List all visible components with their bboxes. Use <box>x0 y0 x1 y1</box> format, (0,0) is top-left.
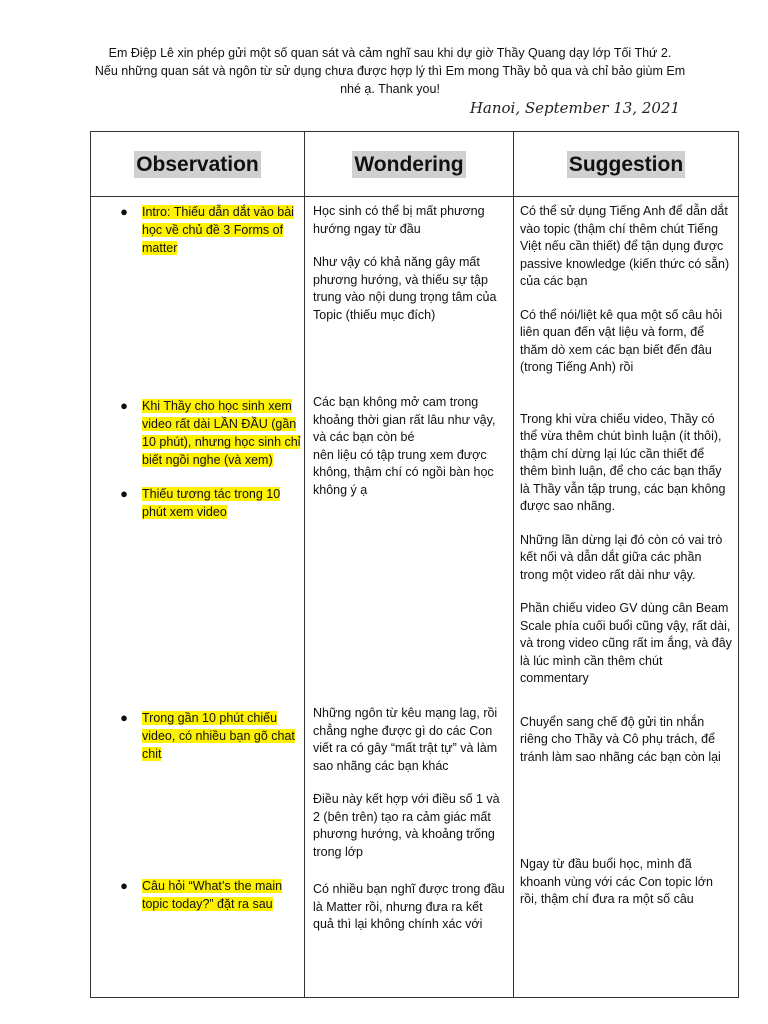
wondering-text-5: Những ngôn từ kêu mạng lag, rồi chẳng nghe được gì do các Con viết ra có gây “mất trật tự” và làm sao nhãng các bạn khác <box>313 706 498 773</box>
suggestion-text-2: Có thể nói/liệt kê qua một số câu hỏi liên quan đến vật liệu và form, để thăm dò xem các bạn biết đến đâu (trong Tiếng Anh) rồi <box>520 307 723 374</box>
suggestion-text-3: Trong khi vừa chiếu video, Thầy có thể vừa thêm chút bình luận (ít thôi), thậm chí dừng lại lúc cần thiết để thêm bình luận, để cho các bạn thấy là Thầy vẫn tập trung, các bạn không được sao nhãng. <box>520 411 726 513</box>
suggestion-text-7: Ngay từ đầu buổi học, mình đã khoanh vùng với các Con topic lớn rồi, thậm chí đưa ra một số câu <box>520 857 713 906</box>
bullet-icon: ● <box>120 878 128 893</box>
wondering-cell <box>305 197 514 998</box>
header-wondering-label: Wondering <box>354 152 464 176</box>
wondering-text-2: Như vậy có khả năng gây mất phương hướng, và thiếu sự tập trung vào nội dung trọng tâm của Topic (thiếu mục đích) <box>313 255 497 322</box>
bullet-icon: ● <box>120 710 128 725</box>
header-suggestion-label: Suggestion <box>568 152 684 176</box>
observation-text-4: Trong gần 10 phút chiếu video, có nhiều bạn gõ chat chit <box>142 711 295 761</box>
intro-text <box>60 44 720 98</box>
bullet-icon: ● <box>120 204 128 219</box>
observation-cell <box>91 197 305 998</box>
bullet-icon: ● <box>120 398 128 413</box>
intro-line-3: nhé ạ. Thank you! <box>340 82 440 96</box>
observation-list <box>91 203 304 913</box>
observation-text-3: Thiếu tương tác trong 10 phút xem video <box>142 487 281 519</box>
header-wondering <box>305 132 514 197</box>
observation-text-1: Intro: Thiếu dẫn dắt vào bài học về chủ đề 3 Forms of matter <box>142 205 294 255</box>
suggestion-text-1: Có thể sử dụng Tiếng Anh để dẫn dắt vào topic (thậm chí thêm chút Tiếng Việt nếu cần thiết) để tận dụng được passive knowledge (kiến thức có sẵn) của các bạn <box>520 204 730 288</box>
table-row <box>91 197 739 998</box>
header-observation <box>91 132 305 197</box>
wondering-text-4: nên liệu có tập trung xem được không, thậm chí có ngồi bàn học không ý ạ <box>313 447 494 497</box>
intro-line-1: Em Điệp Lê xin phép gửi một số quan sát và cảm nghĩ sau khi dự giờ Thầy Quang dạy lớp Tối Thứ 2. <box>108 46 672 60</box>
wondering-text-1: Học sinh có thể bị mất phương hướng ngay từ đầu <box>313 204 485 236</box>
suggestion-text-4: Những lần dừng lại đó còn có vai trò kết nối và dẫn dắt giữa các phần trong một video rất dài như vậy. <box>520 532 723 582</box>
observation-text-2: Khi Thầy cho học sinh xem video rất dài LẦN ĐẦU (gần 10 phút), nhưng học sinh chỉ biết ngồi nghe (và xem) <box>142 399 301 467</box>
date-signature: Hanoi, September 13, 2021 <box>469 99 680 117</box>
table-header-row <box>91 132 739 197</box>
wondering-text-3: Các bạn không mở cam trong khoảng thời gian rất lâu như vậy, và các bạn còn bé <box>313 395 496 444</box>
observation-item-1 <box>91 203 304 257</box>
observation-text-5: Câu hỏi “What’s the main topic today?” đặt ra sau <box>142 879 283 911</box>
suggestion-cell <box>514 197 739 998</box>
wondering-text-6: Điều này kết hợp với điều số 1 và 2 (bên trên) tạo ra cảm giác mất phương hướng, và khoảng trống trong lớp <box>313 792 500 859</box>
wondering-text-7: Có nhiều bạn nghĩ được trong đầu là Matter rồi, nhưng đưa ra kết quả thì lại không chính xác với <box>313 882 505 931</box>
suggestion-text-6: Chuyển sang chế độ gửi tin nhắn riêng cho Thầy và Cô phụ trách, để tránh làm sao nhãng các bạn còn lại <box>520 714 721 764</box>
observation-item-2 <box>91 397 304 469</box>
header-observation-label: Observation <box>136 152 259 176</box>
suggestion-text-5: Phần chiếu video GV dùng cân Beam Scale phía cuối buổi cũng vậy, rất dài, và trong video cũng rất im ắng, và đây là lúc mình cần thêm chút commentary <box>520 601 732 685</box>
observation-item-3 <box>91 485 304 521</box>
observation-item-4 <box>91 709 304 763</box>
observation-item-5 <box>91 877 304 913</box>
feedback-table <box>90 131 739 998</box>
bullet-icon: ● <box>120 486 128 501</box>
header-suggestion <box>514 132 739 197</box>
intro-line-2: Nếu những quan sát và ngôn từ sử dụng chưa được hợp lý thì Em mong Thầy bỏ qua và chỉ bảo giùm Em <box>94 64 686 78</box>
